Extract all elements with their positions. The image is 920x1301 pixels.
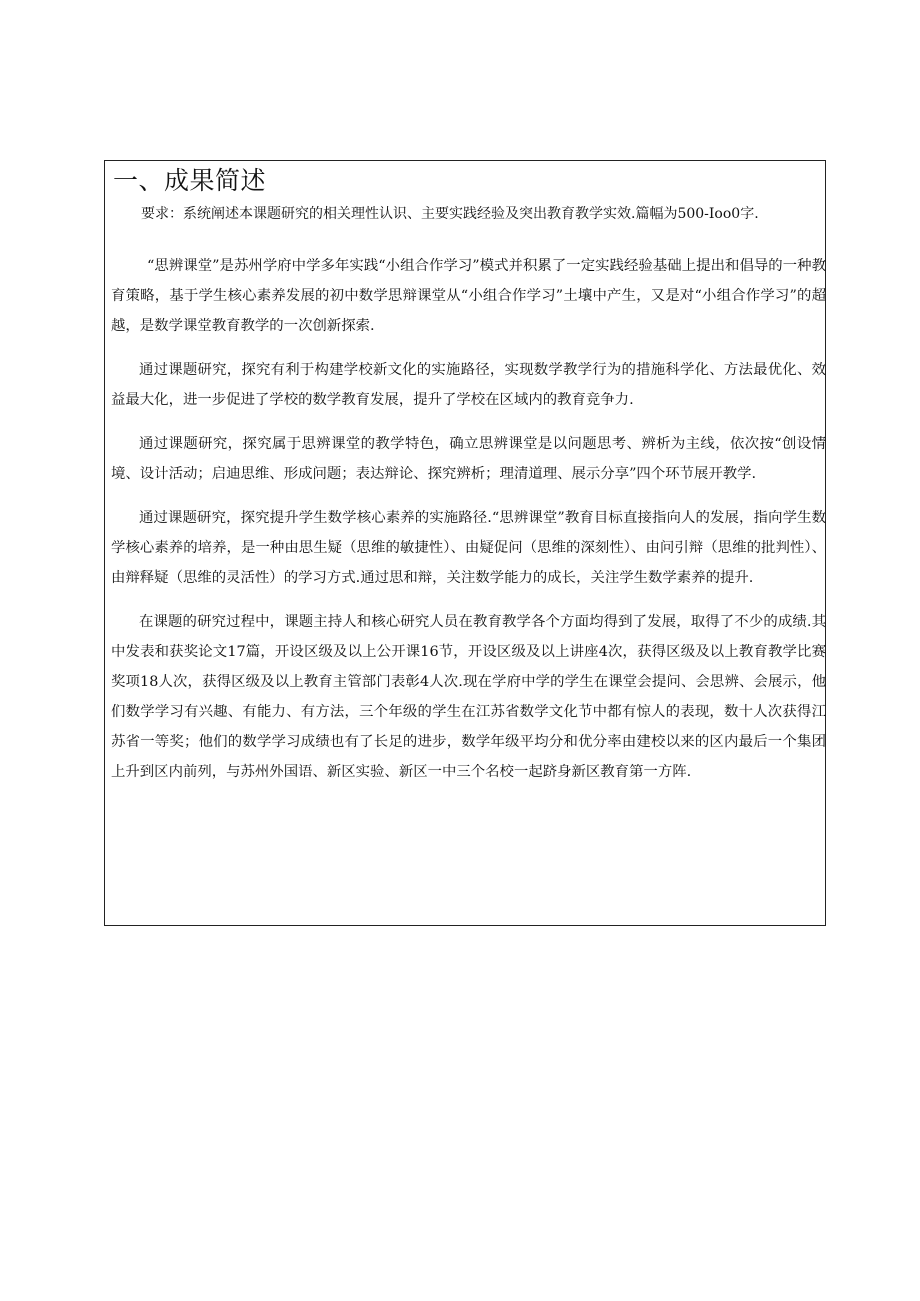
paragraph-core-literacy: 通过课题研究，探究提升学生数学核心素养的实施路径.“思辨课堂”教育目标直接指向人的发展，指向学生数学核心素养的培养，是一种由思生疑（思维的敏捷性）、由疑促问（思维的深刻性）、由问引辩（思维的批判性）、由辩释疑（思维的灵活性）的学习方式.通过思和辩，关注数学能力的成长，关注学生数学素养的提升.: [111, 510, 826, 586]
paragraph-teaching-features: 通过课题研究，探究属于思辨课堂的教学特色，确立思辨课堂是以问题思考、辨析为主线，依次按“创设情境、设计活动；启迪思维、形成问题；表达辩论、探究辨析；理清道理、展示分享”四个环节展开教学.: [111, 436, 826, 482]
paragraph-school-culture: 通过课题研究，探究有利于构建学校新文化的实施路径，实现数学教学行为的措施科学化、方法最优化、效益最大化，进一步促进了学校的数学教育发展，提升了学校在区域内的教育竞争力.: [111, 362, 826, 408]
summary-body: [111, 251, 826, 801]
section-heading: 一、成果简述: [113, 166, 267, 195]
requirement-note: 要求：系统阐述本课题研究的相关理性认识、主要实践经验及突出教育教学实效.篇幅为500-Ioo0字.: [141, 206, 759, 222]
paragraph-intro: “思辨课堂”是苏州学府中学多年实践“小组合作学习”模式并积累了一定实践经验基础上提出和倡导的一种教育策略，基于学生核心素养发展的初中数学思辩课堂从“小组合作学习”土壤中产生，又是对“小组合作学习”的超越，是数学课堂教育教学的一次创新探索.: [111, 258, 826, 334]
achievement-summary-box: [104, 160, 826, 926]
paragraph-achievements: 在课题的研究过程中，课题主持人和核心研究人员在教育教学各个方面均得到了发展，取得了不少的成绩.其中发表和获奖论文17篇，开设区级及以上公开课16节，开设区级及以上讲座4次，获得区级及以上教育教学比赛奖项18人次，获得区级及以上教育主管部门表彰4人次.现在学府中学的学生在课堂会提问、会思辨、会展示，他们数学学习有兴趣、有能力、有方法，三个年级的学生在江苏省数学文化节中都有惊人的表现，数十人次获得江苏省一等奖；他们的数学学习成绩也有了长足的进步，数学年级平均分和优分率由建校以来的区内最后一个集团上升到区内前列，与苏州外国语、新区实验、新区一中三个名校一起跻身新区教育第一方阵.: [111, 614, 826, 780]
